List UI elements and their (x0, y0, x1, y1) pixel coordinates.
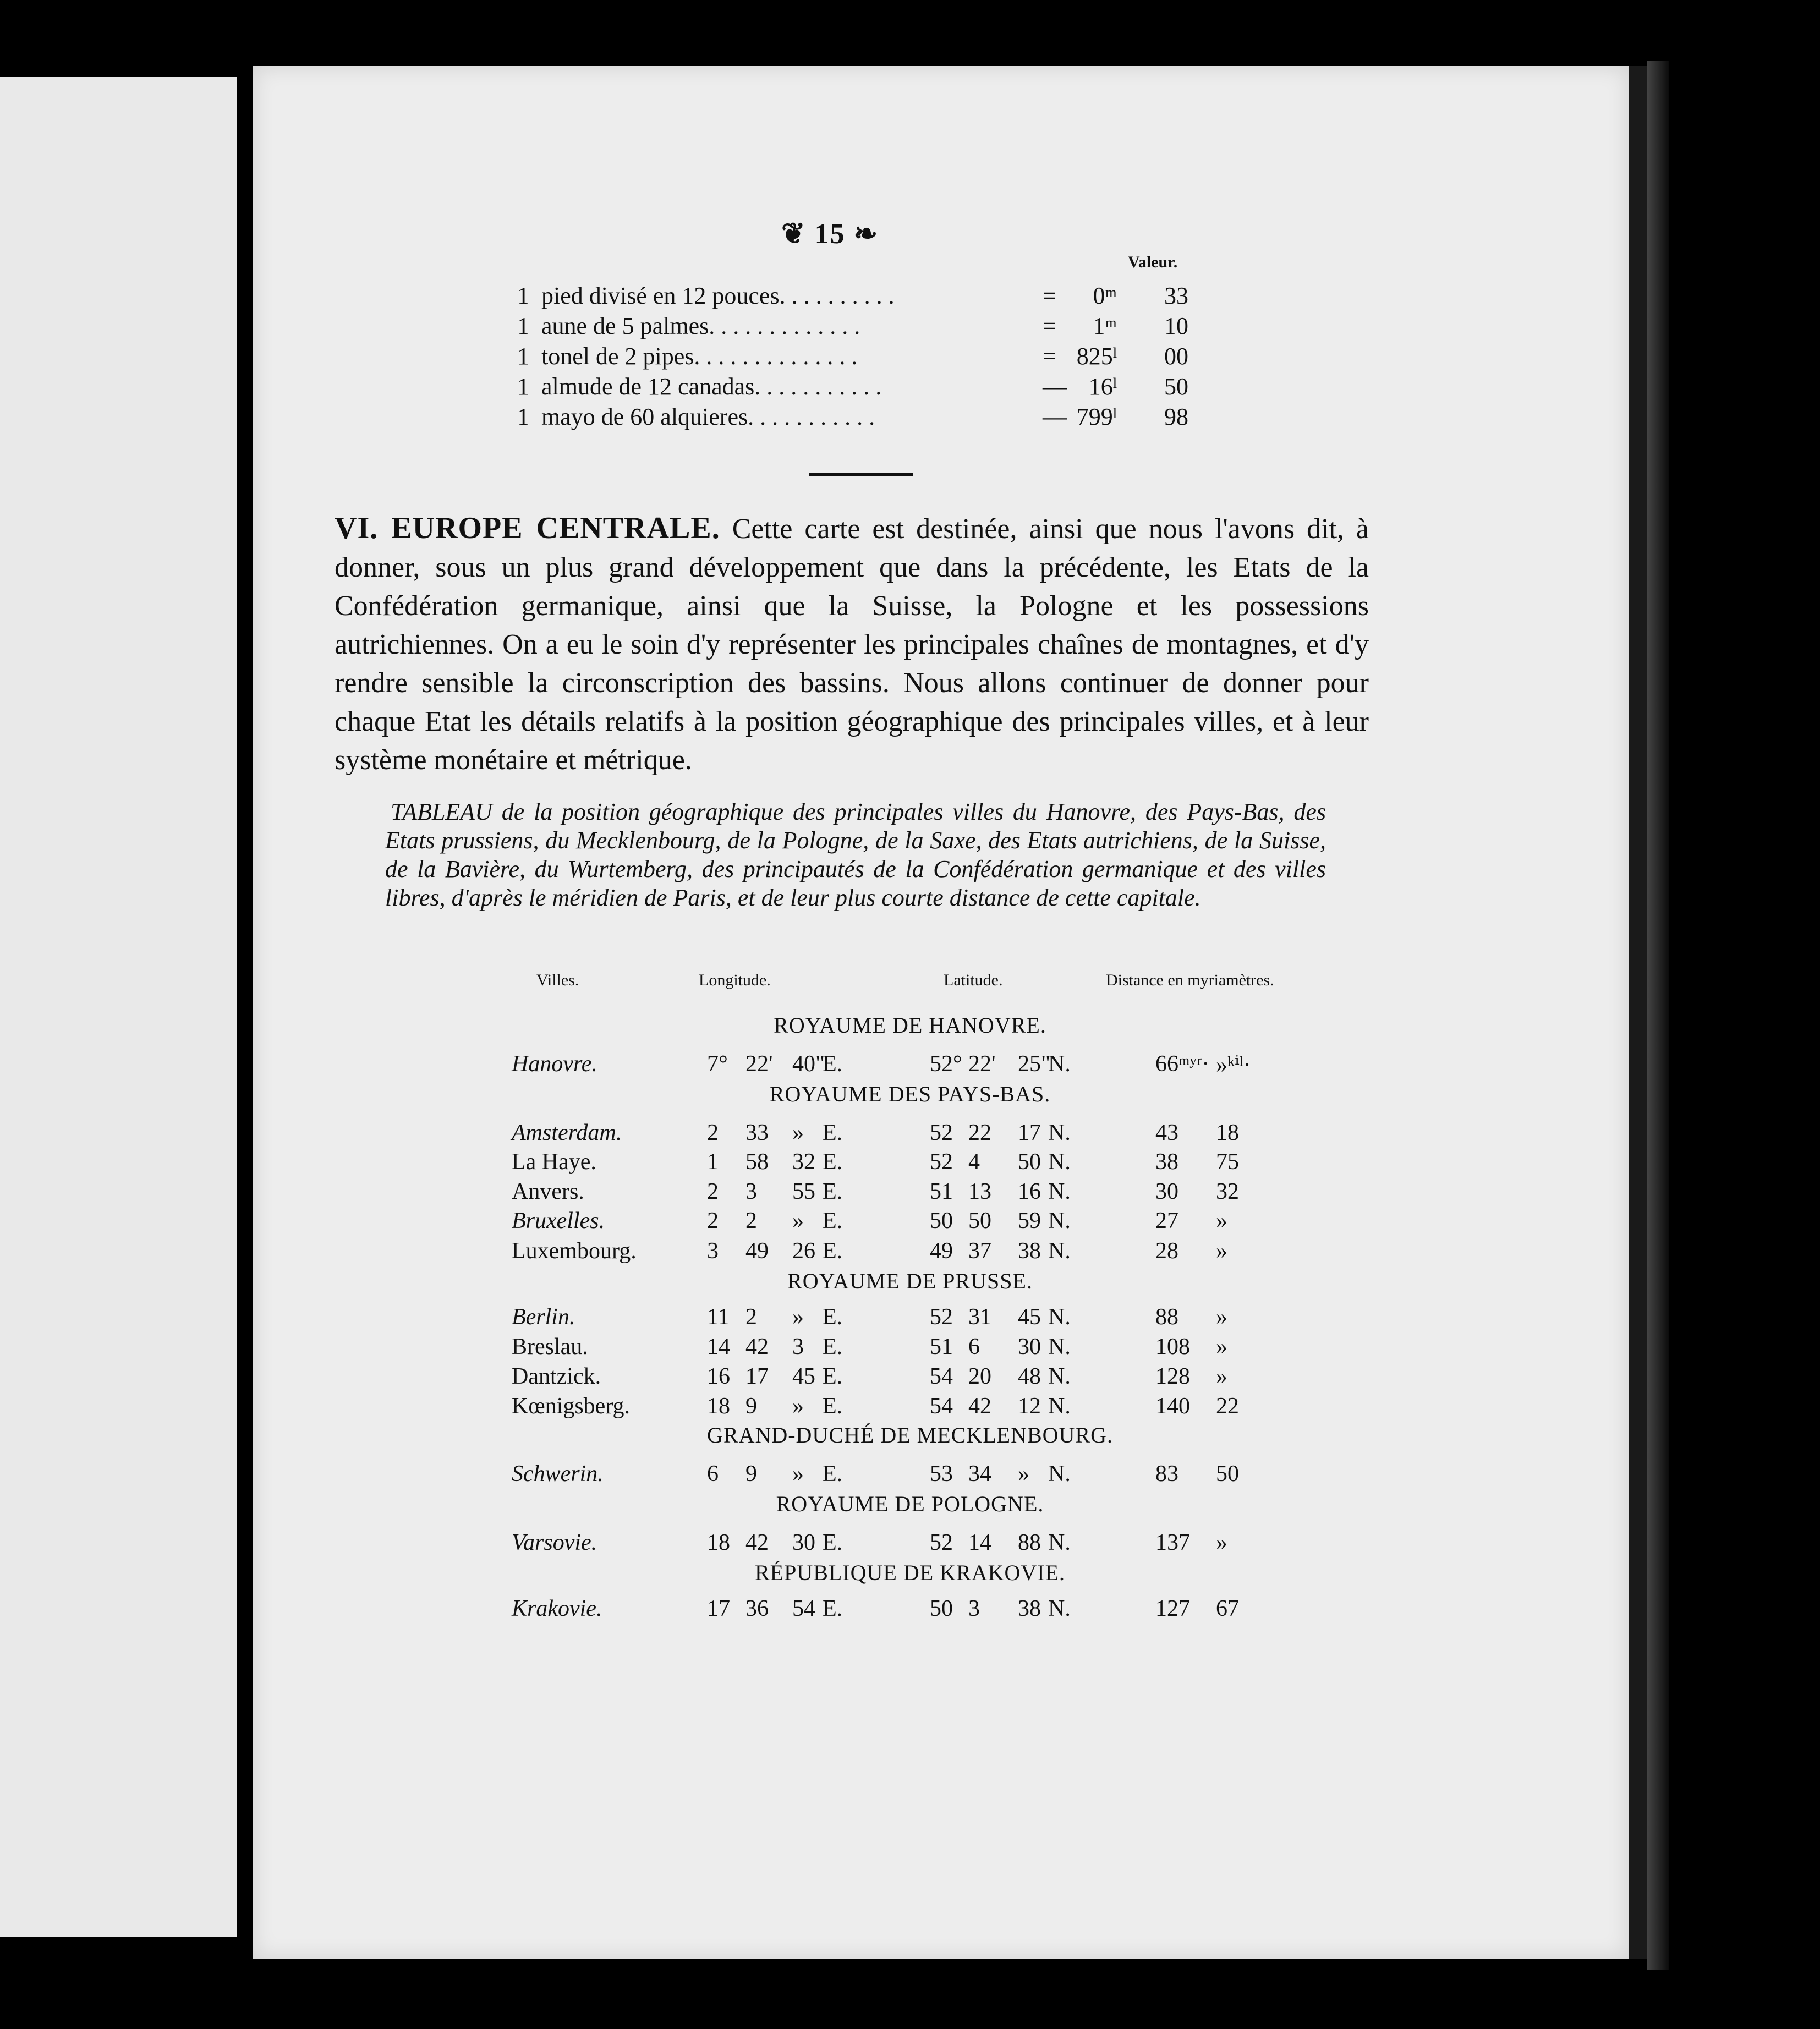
table-cell-latitude: 48 (1018, 1364, 1041, 1389)
table-cell-latitude: N. (1048, 1120, 1071, 1145)
table-cell-longitude: 16 (707, 1364, 730, 1389)
table-cell-latitude: 52 (930, 1120, 953, 1145)
table-cell-latitude: 51 (930, 1179, 953, 1204)
table-cell-longitude: E. (823, 1051, 843, 1077)
valeur-label: Valeur. (1128, 253, 1178, 271)
table-cell-longitude: 42 (745, 1530, 769, 1555)
table-cell-longitude: 9 (745, 1461, 757, 1487)
table-cell-latitude: » (1018, 1461, 1029, 1487)
table-cell-latitude: 52 (930, 1304, 953, 1330)
table-cell-longitude: 2 (745, 1304, 757, 1330)
equals-sign: = (1043, 312, 1056, 339)
ornament-left-icon: ❦ (781, 218, 807, 250)
table-cell-latitude: N. (1048, 1334, 1071, 1359)
table-cell-longitude: E. (823, 1120, 843, 1145)
table-cell-longitude: 17 (707, 1596, 730, 1621)
measures-list (517, 281, 1210, 432)
table-cell-longitude: 2 (707, 1208, 719, 1233)
table-cell-longitude: 2 (707, 1179, 719, 1204)
table-cell-longitude: 6 (707, 1461, 719, 1487)
table-cell-distance: 88 (1155, 1304, 1178, 1330)
measure-label: 1 almude de 12 canadas. . . . . . . . . . . (517, 373, 882, 400)
table-cell-distance: 128 (1155, 1364, 1190, 1389)
table-cell-longitude: E. (823, 1208, 843, 1233)
table-cell-latitude: 14 (968, 1530, 991, 1555)
measure-value-fraction: 98 (1164, 403, 1188, 430)
table-cell-latitude: 30 (1018, 1334, 1041, 1359)
table-cell-longitude: 3 (792, 1334, 804, 1359)
divider-rule (809, 473, 913, 476)
table-cell-longitude: 18 (707, 1530, 730, 1555)
table-cell-distance: 83 (1155, 1461, 1178, 1487)
measure-value-main: 1ᵐ (1093, 312, 1117, 339)
table-cell-longitude: 54 (792, 1596, 815, 1621)
table-cell-latitude: 25" (1018, 1051, 1051, 1077)
table-cell-longitude: 55 (792, 1179, 815, 1204)
table-cell-city: Kœnigsberg. (512, 1394, 631, 1419)
table-cell-latitude: 52° (930, 1051, 962, 1077)
table-cell-longitude: 2 (707, 1120, 719, 1145)
table-cell-longitude: 1 (707, 1149, 719, 1175)
table-cell-distance: »ᵏⁱˡ· (1216, 1052, 1251, 1078)
table-cell-longitude: 9 (745, 1394, 757, 1419)
table-cell-longitude: E. (823, 1596, 843, 1621)
table-cell-distance: 137 (1155, 1530, 1190, 1555)
table-cell-latitude: N. (1048, 1179, 1071, 1204)
table-cell-longitude: E. (823, 1304, 843, 1330)
table-cell-latitude: N. (1048, 1149, 1071, 1175)
measure-row (517, 341, 1210, 371)
measure-value-fraction: 00 (1164, 343, 1188, 370)
table-cell-longitude: E. (823, 1149, 843, 1175)
table-cell-city: Schwerin. (512, 1461, 604, 1487)
table-cell-latitude: 51 (930, 1334, 953, 1359)
table-cell-longitude: 49 (745, 1238, 769, 1264)
table-cell-latitude: N. (1048, 1530, 1071, 1555)
table-cell-latitude: 13 (968, 1179, 991, 1204)
table-cell-longitude: » (792, 1120, 804, 1145)
measure-value-main: 799ˡ (1076, 403, 1117, 430)
table-cell-longitude: 26 (792, 1238, 815, 1264)
table-section-heading: ROYAUME DES PAYS-BAS. (769, 1082, 1051, 1106)
ornament-right-icon: ❧ (853, 218, 879, 250)
equals-sign: = (1043, 282, 1056, 309)
measure-row (517, 402, 1210, 432)
table-cell-distance: » (1216, 1334, 1227, 1359)
table-cell-longitude: » (792, 1304, 804, 1330)
measure-value-fraction: 33 (1164, 282, 1188, 309)
table-cell-longitude: E. (823, 1364, 843, 1389)
measure-label: 1 pied divisé en 12 pouces. . . . . . . . . . (517, 282, 895, 309)
table-cell-latitude: 50 (1018, 1149, 1041, 1175)
section-title: VI. EUROPE CENTRALE. (335, 511, 720, 545)
table-cell-distance: 30 (1155, 1179, 1178, 1204)
table-cell-longitude: E. (823, 1179, 843, 1204)
table-cell-latitude: 20 (968, 1364, 991, 1389)
table-section-heading: ROYAUME DE POLOGNE. (776, 1491, 1044, 1516)
page-number: 15 (814, 218, 846, 250)
table-cell-longitude: 36 (745, 1596, 769, 1621)
table-cell-distance: » (1216, 1304, 1227, 1330)
table-cell-latitude: N. (1048, 1238, 1071, 1264)
section-paragraph (335, 509, 1369, 780)
measure-row (517, 371, 1210, 402)
section-text: Cette carte est destinée, ainsi que nous l'avons dit, à donner, sous un plus grand développement que dans la précédente, les Etats de la Confédération germanique, ainsi que la Suisse, la Pologne et les possessions autrichiennes. On a eu le soin d'y représenter les principales chaînes de montagnes, et d'y rendre sensible la circonscription des bassins. Nous allons continuer de donner pour chaque Etat les détails relatifs à la position géographique des principales villes, et à leur système monétaire et métrique. (335, 513, 1369, 776)
column-header-longitude: Longitude. (699, 971, 771, 989)
table-cell-latitude: 12 (1018, 1394, 1041, 1419)
table-cell-longitude: 33 (745, 1120, 769, 1145)
adjacent-page-strip (0, 77, 237, 1937)
table-cell-city: Varsovie. (512, 1530, 597, 1555)
table-cell-longitude: E. (823, 1238, 843, 1264)
table-cell-latitude: 4 (968, 1149, 980, 1175)
table-cell-latitude: 34 (968, 1461, 991, 1487)
table-cell-distance: 50 (1216, 1461, 1239, 1487)
table-cell-distance: 140 (1155, 1394, 1190, 1419)
table-cell-longitude: 14 (707, 1334, 730, 1359)
column-header-villes: Villes. (536, 971, 579, 989)
equals-sign: = (1043, 343, 1056, 370)
table-cell-distance: 18 (1216, 1120, 1239, 1145)
table-cell-latitude: 49 (930, 1238, 953, 1264)
table-cell-latitude: 22 (968, 1120, 991, 1145)
table-cell-city: Breslau. (512, 1334, 588, 1359)
table-cell-latitude: 6 (968, 1334, 980, 1359)
table-cell-latitude: N. (1048, 1461, 1071, 1487)
table-cell-longitude: 32 (792, 1149, 815, 1175)
table-cell-city: Anvers. (512, 1179, 584, 1204)
table-cell-city: Krakovie. (512, 1596, 602, 1621)
table-cell-city: La Haye. (512, 1149, 596, 1175)
table-cell-latitude: 53 (930, 1461, 953, 1487)
table-cell-latitude: 59 (1018, 1208, 1041, 1233)
table-cell-longitude: 11 (707, 1304, 730, 1330)
page-header (781, 217, 879, 250)
table-cell-latitude: N. (1048, 1051, 1071, 1077)
table-cell-longitude: E. (823, 1334, 843, 1359)
table-cell-latitude: 31 (968, 1304, 991, 1330)
table-cell-latitude: N. (1048, 1394, 1071, 1419)
measure-value-fraction: 10 (1164, 312, 1188, 339)
table-cell-distance: 75 (1216, 1149, 1239, 1175)
column-header-latitude: Latitude. (944, 971, 1003, 989)
table-cell-longitude: 40" (792, 1051, 825, 1077)
table-cell-longitude: 18 (707, 1394, 730, 1419)
table-cell-city: Berlin. (512, 1304, 575, 1330)
table-cell-latitude: N. (1048, 1596, 1071, 1621)
table-cell-latitude: 37 (968, 1238, 991, 1264)
table-caption: TABLEAU de la position géographique des principales villes du Hanovre, des Pays-Bas, des Etats prussiens, du Mecklenbourg, de la Pologne, de la Saxe, des Etats autrichiens, de la Suisse, de la Bavière, du Wurtemberg, des principautés de la Confédération germanique et des villes libres, d'après le méridien de Paris, et de leur plus courte distance de cette capitale. (385, 798, 1326, 911)
table-cell-longitude: E. (823, 1394, 843, 1419)
measure-label: 1 tonel de 2 pipes. . . . . . . . . . . . . . (517, 343, 858, 370)
table-cell-longitude: 7° (707, 1051, 728, 1077)
table-cell-latitude: 42 (968, 1394, 991, 1419)
table-cell-longitude: E. (823, 1530, 843, 1555)
table-cell-city: Bruxelles. (512, 1208, 605, 1233)
measure-label: 1 aune de 5 palmes. . . . . . . . . . . . . (517, 312, 860, 339)
table-cell-latitude: 45 (1018, 1304, 1041, 1330)
table-cell-longitude: 2 (745, 1208, 757, 1233)
table-cell-distance: 66ᵐʸʳ· (1155, 1051, 1210, 1077)
table-cell-distance: » (1216, 1238, 1227, 1264)
table-cell-latitude: N. (1048, 1208, 1071, 1233)
table-cell-longitude: 42 (745, 1334, 769, 1359)
table-cell-latitude: 88 (1018, 1530, 1041, 1555)
table-cell-latitude: 22' (968, 1051, 996, 1077)
measure-row (517, 311, 1210, 341)
table-cell-longitude: » (792, 1394, 804, 1419)
measure-value-fraction: 50 (1164, 373, 1188, 400)
table-cell-distance: 28 (1155, 1238, 1178, 1264)
table-cell-distance: 38 (1155, 1149, 1178, 1175)
table-cell-latitude: N. (1048, 1364, 1071, 1389)
table-cell-distance: 67 (1216, 1596, 1239, 1621)
table-cell-latitude: N. (1048, 1304, 1071, 1330)
table-cell-latitude: 54 (930, 1364, 953, 1389)
table-cell-longitude: » (792, 1208, 804, 1233)
column-header-distance: Distance en myriamètres. (1106, 971, 1274, 989)
table-cell-latitude: 50 (930, 1596, 953, 1621)
table-cell-city: Amsterdam. (512, 1120, 622, 1145)
table-cell-latitude: 50 (930, 1208, 953, 1233)
table-cell-longitude: » (792, 1461, 804, 1487)
table-cell-longitude: 45 (792, 1364, 815, 1389)
measure-value-main: 0ᵐ (1093, 282, 1117, 309)
table-cell-longitude: 3 (745, 1179, 757, 1204)
table-cell-distance: 32 (1216, 1179, 1239, 1204)
table-cell-longitude: 22' (745, 1051, 773, 1077)
table-cell-latitude: 38 (1018, 1238, 1041, 1264)
table-cell-latitude: 3 (968, 1596, 980, 1621)
table-cell-distance: 43 (1155, 1120, 1178, 1145)
table-cell-distance: » (1216, 1364, 1227, 1389)
table-cell-city: Hanovre. (512, 1051, 597, 1077)
table-cell-distance: » (1216, 1208, 1227, 1233)
table-cell-distance: » (1216, 1530, 1227, 1555)
table-cell-city: Luxembourg. (512, 1238, 637, 1264)
measure-value-main: 825ˡ (1076, 343, 1117, 370)
table-cell-longitude: E. (823, 1461, 843, 1487)
table-section-heading: GRAND-DUCHÉ DE MECKLENBOURG. (707, 1423, 1113, 1447)
table-cell-latitude: 54 (930, 1394, 953, 1419)
table-cell-latitude: 50 (968, 1208, 991, 1233)
measure-label: 1 mayo de 60 alquieres. . . . . . . . . . . (517, 403, 875, 430)
measure-value-main: 16ˡ (1088, 373, 1117, 400)
table-cell-latitude: 52 (930, 1530, 953, 1555)
table-cell-distance: 127 (1155, 1596, 1190, 1621)
table-cell-distance: 22 (1216, 1394, 1239, 1419)
table-cell-latitude: 52 (930, 1149, 953, 1175)
table-cell-latitude: 17 (1018, 1120, 1041, 1145)
table-cell-longitude: 30 (792, 1530, 815, 1555)
table-section-heading: RÉPUBLIQUE DE KRAKOVIE. (754, 1560, 1066, 1585)
equals-sign: — (1043, 373, 1067, 400)
table-section-heading: ROYAUME DE HANOVRE. (774, 1013, 1046, 1038)
table-cell-city: Dantzick. (512, 1364, 601, 1389)
table-cell-distance: 27 (1155, 1208, 1178, 1233)
table-cell-longitude: 17 (745, 1364, 769, 1389)
table-cell-latitude: 16 (1018, 1179, 1041, 1204)
table-cell-latitude: 38 (1018, 1596, 1041, 1621)
table-section-heading: ROYAUME DE PRUSSE. (787, 1269, 1033, 1293)
equals-sign: — (1043, 403, 1067, 430)
table-cell-distance: 108 (1155, 1334, 1190, 1359)
table-cell-longitude: 58 (745, 1149, 769, 1175)
measure-row (517, 281, 1210, 311)
table-cell-longitude: 3 (707, 1238, 719, 1264)
